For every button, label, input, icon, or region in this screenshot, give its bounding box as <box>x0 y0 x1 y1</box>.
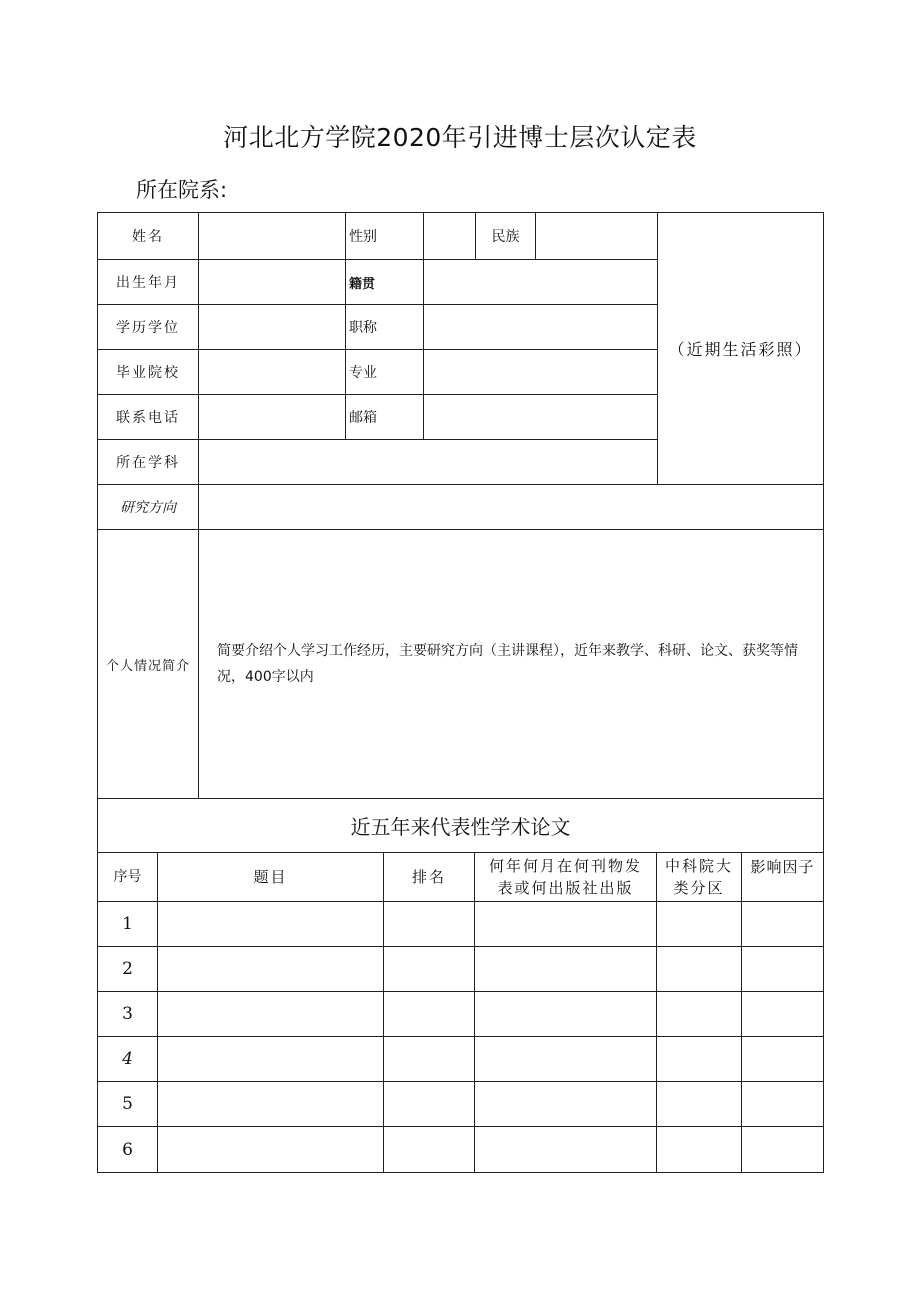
table-row <box>98 992 824 1037</box>
journal-cell[interactable] <box>475 902 657 947</box>
department-label: 所在院系: <box>136 178 228 202</box>
table-row <box>98 1037 824 1082</box>
col-rank-header: 排名 <box>384 853 475 902</box>
intro-label: 个人情况简介 <box>98 530 199 799</box>
gender-field[interactable] <box>424 213 476 260</box>
topic-cell[interactable] <box>158 1082 384 1127</box>
impact-cell[interactable] <box>742 1082 824 1127</box>
ethnicity-label: 民族 <box>476 213 536 260</box>
cas-cell[interactable] <box>657 1127 742 1173</box>
table-row <box>98 1082 824 1127</box>
table-row <box>98 1127 824 1173</box>
journal-cell[interactable] <box>475 947 657 992</box>
row-index: 2 <box>98 947 158 992</box>
col-cas-header: 中科院大类分区 <box>657 853 742 902</box>
native-place-label: 籍贯 <box>346 260 424 305</box>
topic-cell[interactable] <box>158 947 384 992</box>
impact-cell[interactable] <box>742 992 824 1037</box>
topic-cell[interactable] <box>158 992 384 1037</box>
row-index: 5 <box>98 1082 158 1127</box>
name-field[interactable] <box>199 213 346 260</box>
table-row <box>98 947 824 992</box>
rank-cell[interactable] <box>384 1082 475 1127</box>
cas-cell[interactable] <box>657 992 742 1037</box>
col-index-header: 序号 <box>98 853 158 902</box>
journal-cell[interactable] <box>475 1037 657 1082</box>
email-field[interactable] <box>424 395 658 440</box>
discipline-field[interactable] <box>199 440 658 485</box>
gender-label: 性别 <box>346 213 424 260</box>
topic-cell[interactable] <box>158 1127 384 1173</box>
col-journal-header: 何年何月在何刊物发表或何出版社出版 <box>475 853 657 902</box>
row-index: 3 <box>98 992 158 1037</box>
discipline-label: 所在学科 <box>98 440 199 485</box>
rank-cell[interactable] <box>384 1127 475 1173</box>
impact-cell[interactable] <box>742 902 824 947</box>
impact-cell[interactable] <box>742 1037 824 1082</box>
page-title: 河北北方学院2020年引进博士层次认定表 <box>223 123 697 152</box>
professional-title-field[interactable] <box>424 305 658 350</box>
rank-cell[interactable] <box>384 1037 475 1082</box>
birth-field[interactable] <box>199 260 346 305</box>
birth-label: 出生年月 <box>98 260 199 305</box>
cas-cell[interactable] <box>657 1037 742 1082</box>
topic-cell[interactable] <box>158 1037 384 1082</box>
cas-cell[interactable] <box>657 1082 742 1127</box>
papers-section-title: 近五年来代表性学术论文 <box>98 799 824 853</box>
impact-cell[interactable] <box>742 1127 824 1173</box>
degree-field[interactable] <box>199 305 346 350</box>
journal-cell[interactable] <box>475 1127 657 1173</box>
journal-cell[interactable] <box>475 1082 657 1127</box>
rank-cell[interactable] <box>384 992 475 1037</box>
topic-cell[interactable] <box>158 902 384 947</box>
major-field[interactable] <box>424 350 658 395</box>
table-row <box>98 902 824 947</box>
impact-cell[interactable] <box>742 947 824 992</box>
intro-field[interactable]: 简要介绍个人学习工作经历，主要研究方向（主讲课程），近年来教学、科研、论文、获奖等情况，400字以内 <box>199 530 824 799</box>
major-label: 专业 <box>346 350 424 395</box>
school-field[interactable] <box>199 350 346 395</box>
col-impact-header: 影响因子 <box>742 853 824 902</box>
native-place-field[interactable] <box>424 260 658 305</box>
col-topic-header: 题目 <box>158 853 384 902</box>
ethnicity-field[interactable] <box>536 213 658 260</box>
email-label: 邮箱 <box>346 395 424 440</box>
photo-box[interactable]: （近期生活彩照） <box>658 213 824 485</box>
research-direction-label: 研究方向 <box>98 485 199 530</box>
name-label: 姓名 <box>98 213 199 260</box>
papers-table <box>97 798 824 1173</box>
degree-label: 学历学位 <box>98 305 199 350</box>
row-index: 4 <box>98 1037 158 1082</box>
row-index: 1 <box>98 902 158 947</box>
professional-title-label: 职称 <box>346 305 424 350</box>
journal-cell[interactable] <box>475 992 657 1037</box>
school-label: 毕业院校 <box>98 350 199 395</box>
research-direction-field[interactable] <box>199 485 824 530</box>
rank-cell[interactable] <box>384 902 475 947</box>
phone-label: 联系电话 <box>98 395 199 440</box>
row-index: 6 <box>98 1127 158 1173</box>
rank-cell[interactable] <box>384 947 475 992</box>
personal-info-table <box>97 212 824 799</box>
cas-cell[interactable] <box>657 902 742 947</box>
phone-field[interactable] <box>199 395 346 440</box>
cas-cell[interactable] <box>657 947 742 992</box>
